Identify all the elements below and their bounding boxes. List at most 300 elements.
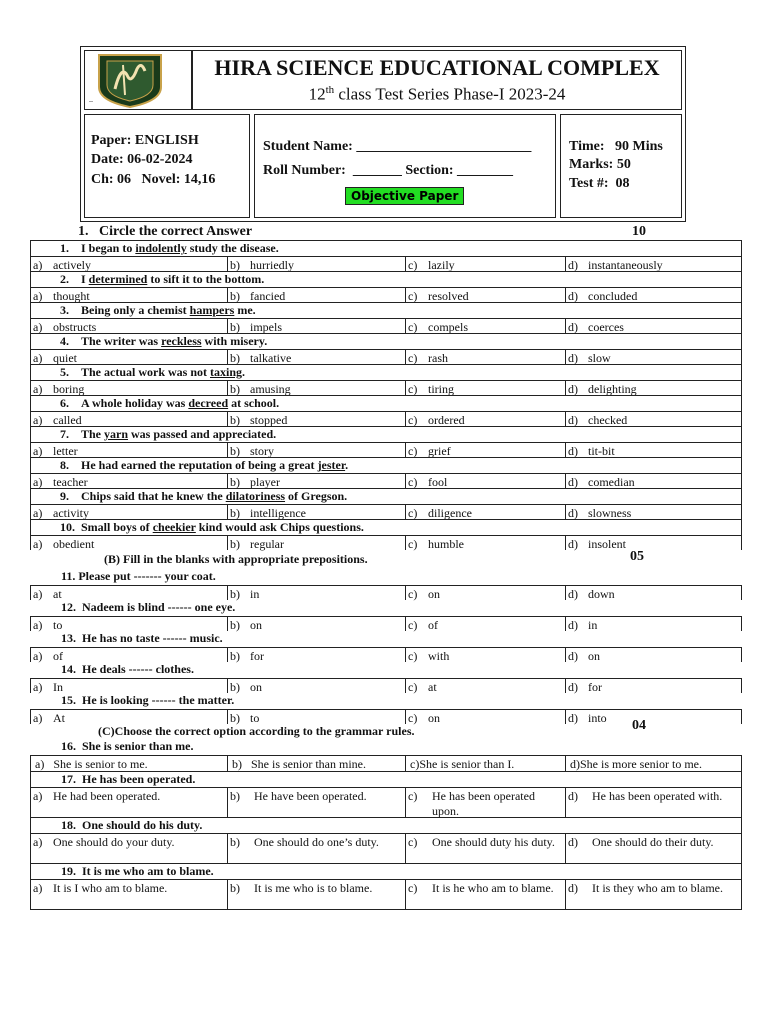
a-options-row <box>30 504 742 519</box>
option-label: c) <box>408 382 418 396</box>
option-b[interactable] <box>227 505 405 519</box>
option-a[interactable] <box>31 257 227 271</box>
option-d[interactable] <box>565 319 743 333</box>
option-text: One should do your duty. <box>53 835 175 849</box>
option-label: d) <box>568 587 578 601</box>
question-text: 17. He has been operated. <box>61 772 196 786</box>
option-text: of <box>428 618 438 632</box>
option-d[interactable] <box>565 756 743 771</box>
option-c[interactable] <box>405 788 565 817</box>
option-c[interactable] <box>405 586 565 600</box>
option-text: At <box>53 711 65 725</box>
option-text: of <box>53 649 63 663</box>
question-text-post: to sift it to the bottom. <box>147 272 265 286</box>
option-c[interactable] <box>405 319 565 333</box>
option-label: c) <box>408 711 418 725</box>
paper-label: Paper: ENGLISH <box>91 133 199 148</box>
a-question-row <box>30 271 742 287</box>
option-label: b) <box>230 680 240 694</box>
question-text: 19. It is me who am to blame. <box>61 864 214 878</box>
option-text: compels <box>428 320 468 334</box>
b-options-row <box>30 678 742 693</box>
option-a[interactable] <box>31 710 227 724</box>
question-number: 5. <box>60 365 69 379</box>
section-c-marks: 04 <box>632 718 646 733</box>
option-label: b) <box>230 506 240 520</box>
option-a[interactable] <box>31 788 227 817</box>
title-box <box>192 50 682 110</box>
option-text: quiet <box>53 351 77 365</box>
option-text: instantaneously <box>588 258 663 272</box>
option-text: It is I who am to blame. <box>53 881 168 895</box>
option-d[interactable] <box>565 257 743 271</box>
option-label: a) <box>33 382 43 396</box>
option-label: c) <box>408 835 418 849</box>
option-text: called <box>53 413 82 427</box>
time-label: Time: 90 Mins <box>569 139 663 154</box>
test-series-title <box>193 84 681 105</box>
option-label: c) <box>408 289 418 303</box>
option-c[interactable] <box>405 412 565 426</box>
option-a[interactable] <box>31 586 227 600</box>
option-d[interactable] <box>565 536 743 550</box>
section-b-marks: 05 <box>630 549 644 564</box>
option-c[interactable] <box>405 505 565 519</box>
option-b[interactable] <box>227 474 405 488</box>
option-c[interactable] <box>405 710 565 724</box>
underlined-word: reckless <box>161 334 202 348</box>
option-b[interactable] <box>227 648 405 662</box>
a-options-row <box>30 318 742 333</box>
option-d[interactable] <box>565 381 743 395</box>
question-text <box>81 334 267 349</box>
option-c[interactable] <box>405 536 565 550</box>
class-number: 12 <box>308 84 326 104</box>
option-text: b) She is senior than mine. <box>232 757 366 771</box>
option-label: a) <box>33 506 43 520</box>
option-text: lazily <box>428 258 455 272</box>
option-text: intelligence <box>250 506 306 520</box>
option-text: He have been operated. <box>254 789 367 803</box>
option-c[interactable] <box>405 880 565 909</box>
option-text: He has been operated with. <box>592 789 723 803</box>
test-number-label: Test #: 08 <box>569 176 630 191</box>
time-marks-box <box>560 114 682 218</box>
c-question-text <box>30 739 193 754</box>
option-label: a) <box>33 537 43 551</box>
question-text-post: of Gregson. <box>285 489 348 503</box>
option-d[interactable] <box>565 710 743 724</box>
option-text: amusing <box>250 382 291 396</box>
option-a[interactable] <box>31 505 227 519</box>
option-label: b) <box>230 258 240 272</box>
underlined-word: determined <box>88 272 148 286</box>
option-text: obstructs <box>53 320 97 334</box>
question-text-pre: He had earned the reputation of being a great <box>81 458 318 472</box>
series-name: class Test Series Phase-I 2023-24 <box>334 84 566 104</box>
c-options-row <box>30 879 742 909</box>
b-options-row <box>30 616 742 631</box>
school-logo-icon <box>85 51 191 109</box>
option-c[interactable] <box>405 474 565 488</box>
a-question-row <box>30 333 742 349</box>
option-b[interactable] <box>227 288 405 302</box>
option-text: to <box>53 618 63 632</box>
option-a[interactable] <box>31 474 227 488</box>
c-options-row <box>30 755 742 771</box>
option-label: a) <box>33 618 43 632</box>
option-d[interactable] <box>565 679 743 693</box>
option-label: a) <box>33 711 43 725</box>
option-label: c) <box>408 649 418 663</box>
option-text: It is me who is to blame. <box>254 881 373 895</box>
option-c[interactable] <box>405 648 565 662</box>
option-text: in <box>588 618 598 632</box>
option-label: a) <box>33 680 43 694</box>
question-text <box>81 520 364 535</box>
option-text: One should duty his duty. <box>432 835 555 849</box>
question-text: 18. One should do his duty. <box>61 818 203 832</box>
option-label: a) <box>33 881 43 895</box>
option-label: d) <box>568 289 578 303</box>
option-d[interactable] <box>565 505 743 519</box>
option-label: c) <box>408 475 418 489</box>
section-a-marks: 10 <box>632 224 646 239</box>
question-text: 14. He deals ------ clothes. <box>61 662 194 676</box>
question-text: 13. He has no taste ------ music. <box>61 631 223 645</box>
option-text: hurriedly <box>250 258 294 272</box>
option-text: It is they who am to blame. <box>592 881 723 895</box>
a-options-row <box>30 380 742 395</box>
option-d[interactable] <box>565 834 743 863</box>
question-text: 15. He is looking ------ the matter. <box>61 693 235 707</box>
table-bottom-border <box>30 909 742 910</box>
a-question-row <box>30 426 742 442</box>
option-text: letter <box>53 444 78 458</box>
option-label: c) <box>408 618 418 632</box>
option-d[interactable] <box>565 474 743 488</box>
option-c[interactable] <box>405 288 565 302</box>
option-c[interactable] <box>405 617 565 631</box>
option-b[interactable] <box>227 257 405 271</box>
a-question-row <box>30 519 742 535</box>
a-options-row <box>30 473 742 488</box>
option-label: a) <box>33 289 43 303</box>
chapter-label: Ch: 06 Novel: 14,16 <box>91 172 216 187</box>
section-c-title: (C)Choose the correct option according to the grammar rules. <box>98 724 415 738</box>
option-b[interactable] <box>227 319 405 333</box>
question-text <box>81 458 348 473</box>
option-label: a) <box>33 649 43 663</box>
underlined-word: indolently <box>135 241 187 255</box>
option-text: delighting <box>588 382 637 396</box>
option-b[interactable] <box>227 880 405 909</box>
option-text: He had been operated. <box>53 789 161 803</box>
option-a[interactable] <box>31 319 227 333</box>
question-number: 10. <box>60 520 75 534</box>
question-text <box>81 241 279 256</box>
question-number: 3. <box>60 303 69 317</box>
option-label: b) <box>230 618 240 632</box>
option-a[interactable] <box>31 350 227 364</box>
option-b[interactable] <box>227 586 405 600</box>
option-text: at <box>53 587 62 601</box>
c-options-row <box>30 787 742 817</box>
student-info-box <box>254 114 556 218</box>
option-label: a) <box>33 444 43 458</box>
option-text: One should do their duty. <box>592 835 714 849</box>
option-a[interactable] <box>31 617 227 631</box>
option-b[interactable] <box>227 381 405 395</box>
option-label: c) <box>408 789 418 803</box>
option-b[interactable] <box>227 350 405 364</box>
question-text-pre: Small boys of <box>81 520 153 534</box>
b-question-text <box>30 600 235 615</box>
option-text: into <box>588 711 607 725</box>
option-c[interactable] <box>405 381 565 395</box>
date-label: Date: 06-02-2024 <box>91 152 193 167</box>
option-label: d) <box>568 680 578 694</box>
option-label: a) <box>33 835 43 849</box>
option-a[interactable] <box>31 679 227 693</box>
option-label: c) <box>408 506 418 520</box>
a-options-row <box>30 535 742 550</box>
option-text: c)She is senior than I. <box>410 757 515 771</box>
a-question-row <box>30 488 742 504</box>
option-label: d) <box>568 649 578 663</box>
option-text: resolved <box>428 289 469 303</box>
b-question-text <box>30 662 194 677</box>
option-label: b) <box>230 413 240 427</box>
question-text-post: . <box>345 458 349 472</box>
option-label: d) <box>568 475 578 489</box>
option-text: teacher <box>53 475 88 489</box>
option-text: He has been operated upon. <box>432 789 535 818</box>
option-text: rash <box>428 351 448 365</box>
option-text: slow <box>588 351 611 365</box>
option-text: insolent <box>588 537 626 551</box>
option-b[interactable] <box>227 756 405 771</box>
option-text: on <box>588 649 600 663</box>
section-b-title: (B) Fill in the blanks with appropriate prepositions. <box>104 552 368 566</box>
question-number: 6. <box>60 396 69 410</box>
option-text: stopped <box>250 413 288 427</box>
question-text: 11. Please put ------- your coat. <box>61 569 216 583</box>
option-label: a) <box>33 351 43 365</box>
underlined-word: hampers <box>189 303 235 317</box>
option-text: on <box>428 587 440 601</box>
roll-section-field[interactable]: Roll Number: _______ Section: ________ <box>263 163 514 178</box>
option-d[interactable] <box>565 880 743 909</box>
a-question-row <box>30 302 742 318</box>
option-text: regular <box>250 537 284 551</box>
option-label: b) <box>230 711 240 725</box>
option-text: a) She is senior to me. <box>35 757 148 771</box>
option-c[interactable] <box>405 756 565 771</box>
option-a[interactable] <box>31 412 227 426</box>
option-text: on <box>250 618 262 632</box>
option-label: b) <box>230 289 240 303</box>
option-d[interactable] <box>565 648 743 662</box>
a-options-row <box>30 287 742 302</box>
option-a[interactable] <box>31 536 227 550</box>
option-d[interactable] <box>565 617 743 631</box>
underlined-word: decreed <box>188 396 229 410</box>
underlined-word: taxing <box>210 365 243 379</box>
question-text-post: kind would ask Chips questions. <box>195 520 364 534</box>
option-text: boring <box>53 382 85 396</box>
option-text: grief <box>428 444 451 458</box>
option-text: thought <box>53 289 90 303</box>
option-b[interactable] <box>227 834 405 863</box>
option-text: obedient <box>53 537 95 551</box>
question-number: 7. <box>60 427 69 441</box>
option-text: concluded <box>588 289 638 303</box>
option-text: ordered <box>428 413 465 427</box>
question-text <box>81 427 276 442</box>
option-a[interactable] <box>31 756 227 771</box>
option-d[interactable] <box>565 443 743 457</box>
option-label: c) <box>408 881 418 895</box>
option-a[interactable] <box>31 834 227 863</box>
option-label: d) <box>568 444 578 458</box>
option-c[interactable] <box>405 257 565 271</box>
question-text-pre: The <box>81 427 105 441</box>
option-label: c) <box>408 444 418 458</box>
option-text: diligence <box>428 506 472 520</box>
question-text-post: with misery. <box>201 334 268 348</box>
option-b[interactable] <box>227 617 405 631</box>
question-text <box>81 272 264 287</box>
question-text-pre: The actual work was not <box>81 365 211 379</box>
c-options-row <box>30 833 742 863</box>
option-b[interactable] <box>227 710 405 724</box>
option-label: b) <box>230 881 240 895</box>
option-b[interactable] <box>227 679 405 693</box>
option-text: slowness <box>588 506 632 520</box>
question-text-pre: I <box>81 272 89 286</box>
option-b[interactable] <box>227 412 405 426</box>
option-label: b) <box>230 789 240 803</box>
option-label: b) <box>230 835 240 849</box>
option-label: b) <box>230 587 240 601</box>
option-text: comedian <box>588 475 635 489</box>
option-label: d) <box>568 618 578 632</box>
question-text-pre: The writer was <box>81 334 162 348</box>
a-options-row <box>30 411 742 426</box>
question-text-pre: Chips said that he knew the <box>81 489 226 503</box>
logo-box <box>84 50 192 110</box>
question-text-post: . <box>242 365 246 379</box>
question-text-post: at school. <box>228 396 280 410</box>
a-question-row <box>30 395 742 411</box>
option-d[interactable] <box>565 788 743 817</box>
option-label: b) <box>230 320 240 334</box>
option-label: c) <box>408 537 418 551</box>
option-label: d) <box>568 413 578 427</box>
option-text: on <box>428 711 440 725</box>
underlined-word: dilatoriness <box>225 489 286 503</box>
paper-info-box <box>84 114 250 218</box>
question-text <box>81 365 245 380</box>
option-label: d) <box>568 382 578 396</box>
option-text: for <box>588 680 602 694</box>
option-d[interactable] <box>565 350 743 364</box>
option-label: b) <box>230 351 240 365</box>
option-text: tiring <box>428 382 454 396</box>
option-label: a) <box>33 789 43 803</box>
option-label: b) <box>230 537 240 551</box>
option-label: d) <box>568 537 578 551</box>
option-text: in <box>250 587 260 601</box>
option-d[interactable] <box>565 288 743 302</box>
school-name: HIRA SCIENCE EDUCATIONAL COMPLEX <box>214 55 660 80</box>
option-label: c) <box>408 320 418 334</box>
option-c[interactable] <box>405 350 565 364</box>
option-text: to <box>250 711 260 725</box>
a-options-row <box>30 349 742 364</box>
option-text: fool <box>428 475 448 489</box>
question-text-pre: I began to <box>81 241 136 255</box>
option-c[interactable] <box>405 679 565 693</box>
option-b[interactable] <box>227 788 405 817</box>
option-label: c) <box>408 351 418 365</box>
option-b[interactable] <box>227 536 405 550</box>
option-label: b) <box>230 649 240 663</box>
option-text: In <box>53 680 63 694</box>
question-text <box>81 303 256 318</box>
b-question-text <box>30 569 216 584</box>
logo-caption: .. <box>89 95 93 104</box>
option-label: d) <box>568 258 578 272</box>
option-text: It is he who am to blame. <box>432 881 554 895</box>
option-text: actively <box>53 258 91 272</box>
option-label: c) <box>408 413 418 427</box>
option-a[interactable] <box>31 381 227 395</box>
option-text: down <box>588 587 615 601</box>
option-d[interactable] <box>565 586 743 600</box>
question-number: 4. <box>60 334 69 348</box>
option-a[interactable] <box>31 648 227 662</box>
option-c[interactable] <box>405 443 565 457</box>
student-name-field[interactable]: Student Name: _________________________ <box>263 139 532 154</box>
option-text: impels <box>250 320 282 334</box>
option-label: a) <box>33 258 43 272</box>
question-text-pre: Being only a chemist <box>81 303 190 317</box>
option-d[interactable] <box>565 412 743 426</box>
option-label: d) <box>568 320 578 334</box>
a-options-row <box>30 256 742 271</box>
option-text: humble <box>428 537 464 551</box>
option-a[interactable] <box>31 443 227 457</box>
option-b[interactable] <box>227 443 405 457</box>
b-question-text <box>30 693 234 708</box>
option-c[interactable] <box>405 834 565 863</box>
question-number: 8. <box>60 458 69 472</box>
option-a[interactable] <box>31 288 227 302</box>
option-label: c) <box>408 587 418 601</box>
question-text: 16. She is senior than me. <box>61 739 194 753</box>
option-text: coerces <box>588 320 624 334</box>
option-text: d)She is more senior to me. <box>570 757 702 771</box>
c-question-row <box>30 817 742 833</box>
option-label: d) <box>568 789 578 803</box>
option-text: player <box>250 475 280 489</box>
a-question-row <box>30 364 742 380</box>
option-a[interactable] <box>31 880 227 909</box>
option-label: d) <box>568 881 578 895</box>
question-number: 9. <box>60 489 69 503</box>
